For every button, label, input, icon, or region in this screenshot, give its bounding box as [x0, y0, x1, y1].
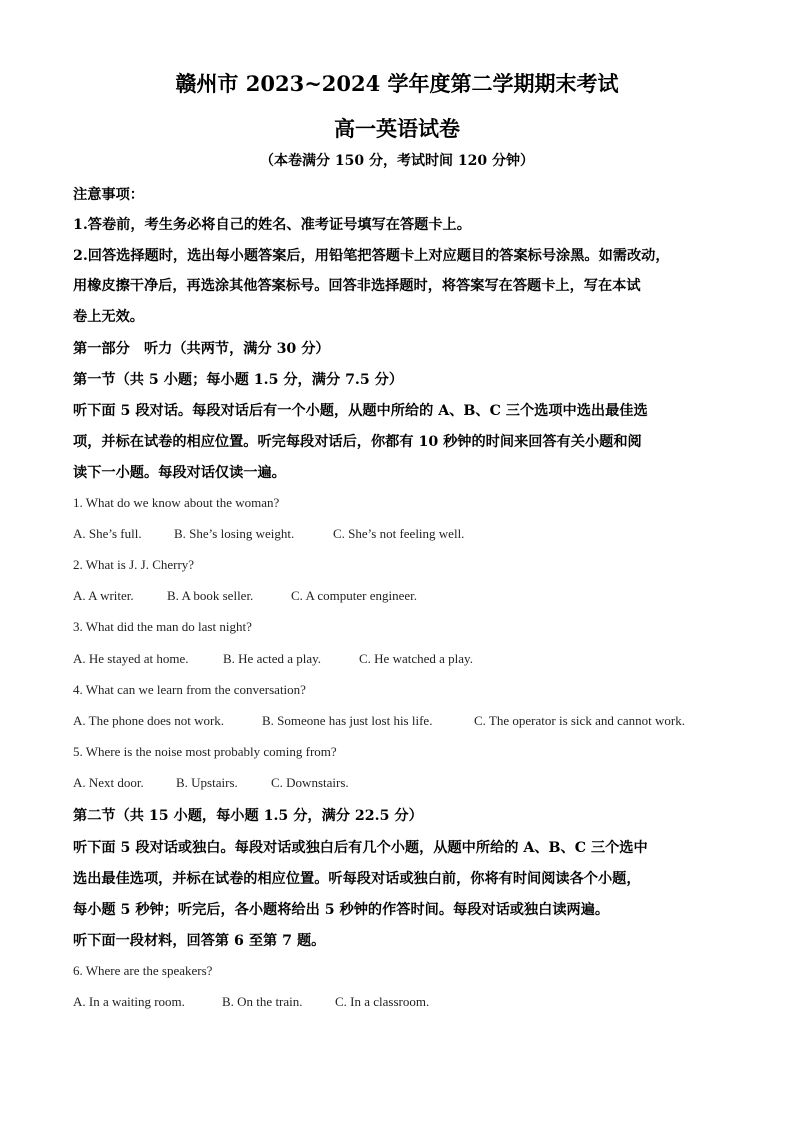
question-2-stem: 2. What is J. J. Cherry?	[73, 557, 195, 572]
question-5-option-b: B. Upstairs.	[176, 775, 238, 790]
question-5-options	[73, 775, 349, 791]
instruction-item-2-line-1: 2.回答选择题时，选出每小题答案后，用铅笔把答题卡上对应题目的答案标号涂黑。如需改动，	[73, 248, 670, 264]
exam-title: 赣州市 2023~2024 学年度第二学期期末考试	[175, 71, 619, 96]
question-5-option-a: A. Next door.	[73, 775, 144, 790]
question-2-option-a: A. A writer.	[73, 588, 134, 603]
question-6-option-c: C. In a classroom.	[335, 994, 430, 1009]
question-4-option-a: A. The phone does not work.	[73, 713, 225, 728]
instruction-item-1: 1.答卷前，考生务必将自己的姓名、准考证号填写在答题卡上。	[73, 217, 471, 233]
section2-directions-line-1: 听下面 5 段对话或独白。每段对话或独白后有几个小题，从题中所给的 A、B、C 三个选中	[73, 840, 648, 856]
question-6-option-a: A. In a waiting room.	[73, 994, 185, 1009]
instruction-item-2-line-2: 用橡皮擦干净后，再选涂其他答案标号。回答非选择题时，将答案写在答题卡上，写在本试	[73, 278, 641, 294]
question-3-option-a: A. He stayed at home.	[73, 651, 189, 666]
question-4-option-c: C. The operator is sick and cannot work.	[474, 713, 685, 728]
section2-directions-line-2: 选出最佳选项，并标在试卷的相应位置。听每段对话或独白前，你将有时间阅读各个小题，	[73, 871, 641, 887]
question-3-options	[73, 651, 473, 667]
section1-directions-line-2: 项，并标在试卷的相应位置。听完每段对话后，你都有 10 秒钟的时间来回答有关小题和阅	[73, 434, 642, 450]
question-1-option-a: A. She’s full.	[73, 526, 142, 541]
question-2-option-b: B. A book seller.	[167, 588, 254, 603]
question-4-stem: 4. What can we learn from the conversation?	[73, 682, 306, 697]
instructions-heading: 注意事项：	[73, 187, 144, 203]
question-2-options	[73, 588, 417, 604]
instruction-item-2-line-3: 卷上无效。	[73, 309, 144, 325]
question-3-option-c: C. He watched a play.	[359, 651, 473, 666]
section2-heading: 第二节（共 15 小题，每小题 1.5 分，满分 22.5 分）	[73, 808, 423, 824]
section1-directions-line-3: 读下一小题。每段对话仅读一遍。	[73, 465, 286, 481]
section2-directions-line-3: 每小题 5 秒钟；听完后，各小题将给出 5 秒钟的作答时间。每段对话或独白读两遍。	[73, 902, 610, 918]
question-5-option-c: C. Downstairs.	[271, 775, 349, 790]
question-6-stem: 6. Where are the speakers?	[73, 963, 213, 978]
question-1-options	[73, 526, 464, 542]
question-6-options	[73, 994, 429, 1010]
part1-heading: 第一部分 听力（共两节，满分 30 分）	[73, 341, 330, 357]
question-6-option-b: B. On the train.	[222, 994, 303, 1009]
question-5-stem: 5. Where is the noise most probably coming from?	[73, 744, 337, 759]
question-1-option-c: C. She’s not feeling well.	[333, 526, 465, 541]
exam-subtitle: 高一英语试卷	[334, 116, 460, 141]
question-4-options	[73, 713, 685, 729]
question-2-option-c: C. A computer engineer.	[291, 588, 418, 603]
question-1-option-b: B. She’s losing weight.	[174, 526, 295, 541]
question-3-stem: 3. What did the man do last night?	[73, 619, 252, 634]
exam-note: （本卷满分 150 分，考试时间 120 分钟）	[260, 153, 534, 169]
section1-heading: 第一节（共 5 小题；每小题 1.5 分，满分 7.5 分）	[73, 372, 404, 388]
question-1-stem: 1. What do we know about the woman?	[73, 495, 280, 510]
material-6-7-instruction: 听下面一段材料，回答第 6 至第 7 题。	[73, 933, 326, 949]
section1-directions-line-1: 听下面 5 段对话。每段对话后有一个小题，从题中所给的 A、B、C 三个选项中选出最佳选	[73, 403, 648, 419]
question-4-option-b: B. Someone has just lost his life.	[262, 713, 433, 728]
question-3-option-b: B. He acted a play.	[223, 651, 322, 666]
